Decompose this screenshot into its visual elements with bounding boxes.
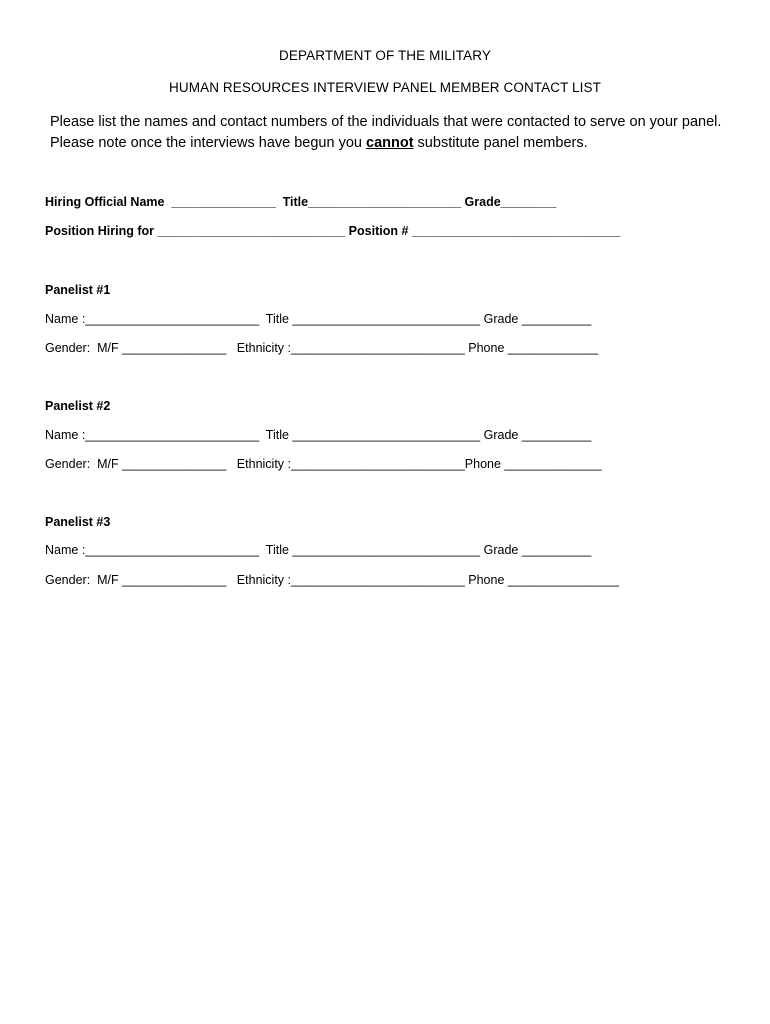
- panelist-2-gender-line[interactable]: Gender: M/F _______________ Ethnicity :_________________________Phone ______________: [45, 457, 602, 471]
- panelist-1-heading: Panelist #1: [45, 283, 111, 297]
- panelist-2-name-line[interactable]: Name :_________________________ Title ___________________________ Grade __________: [45, 428, 592, 442]
- hiring-official-line[interactable]: Hiring Official Name _______________ Title______________________ Grade________: [45, 195, 557, 209]
- panelist-1-gender-line[interactable]: Gender: M/F _______________ Ethnicity :_________________________ Phone _____________: [45, 341, 599, 355]
- instructions-paragraph: [50, 112, 730, 154]
- instructions-text: Please list the names and contact numbers of the individuals that were contacted to serve on your panel. Please note once the interviews have begun you: [50, 114, 722, 151]
- form-title: HUMAN RESOURCES INTERVIEW PANEL MEMBER CONTACT LIST: [169, 80, 601, 95]
- panelist-3-heading: Panelist #3: [45, 515, 111, 529]
- instructions-text-end: substitute panel members.: [413, 135, 588, 151]
- department-title: DEPARTMENT OF THE MILITARY: [279, 48, 491, 63]
- panelist-3-name-line[interactable]: Name :_________________________ Title ___________________________ Grade __________: [45, 543, 592, 557]
- instructions-emphasis: cannot: [366, 135, 414, 151]
- panelist-1-name-line[interactable]: Name :_________________________ Title ___________________________ Grade __________: [45, 312, 592, 326]
- position-hiring-line[interactable]: Position Hiring for ___________________________ Position # ______________________________: [45, 224, 621, 238]
- panelist-2-heading: Panelist #2: [45, 399, 111, 413]
- panelist-3-gender-line[interactable]: Gender: M/F _______________ Ethnicity :_________________________ Phone ________________: [45, 573, 620, 587]
